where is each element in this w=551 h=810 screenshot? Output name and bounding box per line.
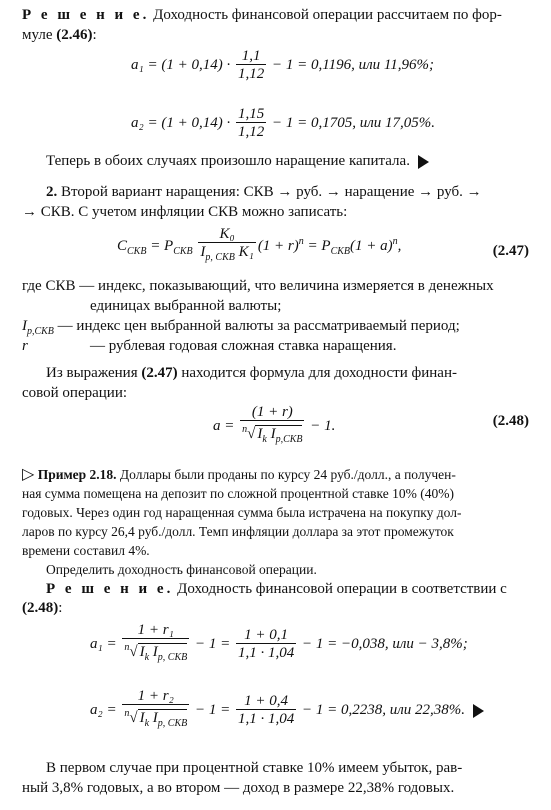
solution2-line2: (2.48): [22, 600, 63, 616]
variant2-line2: → СКВ. С учетом инфляции СКВ можно записать: [22, 204, 348, 220]
from-expression-line2: совой операции: [22, 385, 128, 401]
example-line1: ▷ Пример 2.18. Доллары были проданы по курсу 24 руб./долл., а получен- [22, 466, 456, 483]
equation-example-a2: a₂ = $\frac{\text{1 + r₂}}{^n√ I_k I_{p, СКВ}}$ − 1 = $\frac{1 + 0,4}{1,1 \cdot 1,04}$ − 1 = 0,2238, или 22,38%. [90, 688, 484, 733]
equation-a2: a₂ = (1 + 0,14) · $\frac{1,15}{1,12}$ − 1 = 0,1705, или 17,05%. [131, 106, 435, 140]
fraction: $\frac{1 + 0,4}{1,1 \cdot 1,04}$ [237, 693, 295, 727]
equation-ref: (2.46) [56, 27, 93, 43]
solution2-line1: Р е ш е н и е. Доходность финансовой операции в соответствии с [46, 581, 507, 597]
conclusion-line: Теперь в обоих случаях произошло наращение капитала. [46, 152, 429, 170]
equation-a1: a₁ = (1 + 0,14) · $\frac{1,1}{1,12}$ − 1 = 0,1196, или 11,96%; [131, 48, 435, 82]
definition-r: r — рублевая годовая сложная ставка наращения. [22, 338, 397, 354]
fraction: $\frac{1,15}{1,12}$ [237, 106, 265, 140]
fraction: $\frac{1,1}{1,12}$ [237, 48, 265, 82]
fraction: $\frac{\text{1 + r₁}}{^n√ I_k I_{p, СКВ}}$ [124, 622, 188, 663]
fraction: $\frac{(1 + r)}{^n√ I_k I_{p,СКВ}}$ [242, 404, 303, 445]
example-line3: годовых. Через один год наращенная сумма была истрачена на покупку дол- [22, 505, 462, 520]
end-marker-icon [418, 155, 429, 169]
solution-label: Р е ш е н и е. [46, 581, 174, 597]
example-title: Пример 2.18. [37, 467, 117, 482]
example-marker-icon: ▷ [22, 466, 35, 483]
variant2-line1: 2. Второй вариант наращения: СКВ → руб. → наращение → руб. → [46, 184, 482, 200]
definition-skv: где СКВ — индекс, показывающий, что величина измеряется в денежных [22, 278, 494, 294]
definition-ip: $I_{p,СКВ}$ — индекс цен выбранной валюты за рассматриваемый период; [22, 318, 460, 337]
equation-number: (2.47) [492, 243, 529, 259]
example-line5: времени составил 4%. [22, 543, 150, 558]
final-line1: В первом случае при процентной ставке 10% имеем убыток, рав- [46, 760, 463, 776]
solution-label: Р е ш е н и е. [22, 7, 150, 23]
equation-example-a1: a₁ = $\frac{\text{1 + r₁}}{^n√ I_k I_{p, СКВ}}$ − 1 = $\frac{1 + 0,1}{1,1 \cdot 1,04}$ − 1 = −0,038, или − 3,8%; [90, 622, 468, 667]
example-line6: Определить доходность финансовой операции. [46, 562, 317, 577]
end-marker-icon [473, 704, 484, 718]
fraction: $\frac{\text{1 + r₂}}{^n√ I_k I_{p, СКВ}}$ [124, 688, 188, 729]
equation-number: (2.48) [492, 413, 529, 429]
solution1-line1: Р е ш е н и е. Доходность финансовой операции рассчитаем по фор- [22, 7, 502, 23]
fraction: $\frac{1 + 0,1}{1,1 \cdot 1,04}$ [237, 627, 295, 661]
example-line4: ларов по курсу 26,4 руб./долл. Темп инфляции доллара за этот промежуток [22, 524, 454, 539]
solution1-line2: муле (2.46): [22, 27, 97, 43]
example-line2: ная сумма помещена на депозит по сложной процентной ставке 10% (40%) [22, 486, 454, 501]
definition-skv-cont: единицах выбранной валюты; [90, 298, 282, 314]
equation-2-48: a = $\frac{(1 + r)}{^n√ I_k I_{p,СКВ}}$ − 1. [213, 404, 335, 449]
fraction: $\frac{\text{K₀}}{I_{p, СКВ} K_1}$ [200, 226, 254, 263]
from-expression-line1: Из выражения (2.47) находится формула для доходности финан- [46, 365, 457, 381]
final-line2: ный 3,8% годовых, а во втором — доход в размере 22,38% годовых. [22, 780, 455, 796]
equation-2-47: $C_{СКВ} = P_{СКВ}$ $\frac{\text{K₀}}{I_{p, СКВ} K_1}$ $(1 + r)^n = P_{СКВ}(1 + a)^n$, [117, 226, 401, 267]
